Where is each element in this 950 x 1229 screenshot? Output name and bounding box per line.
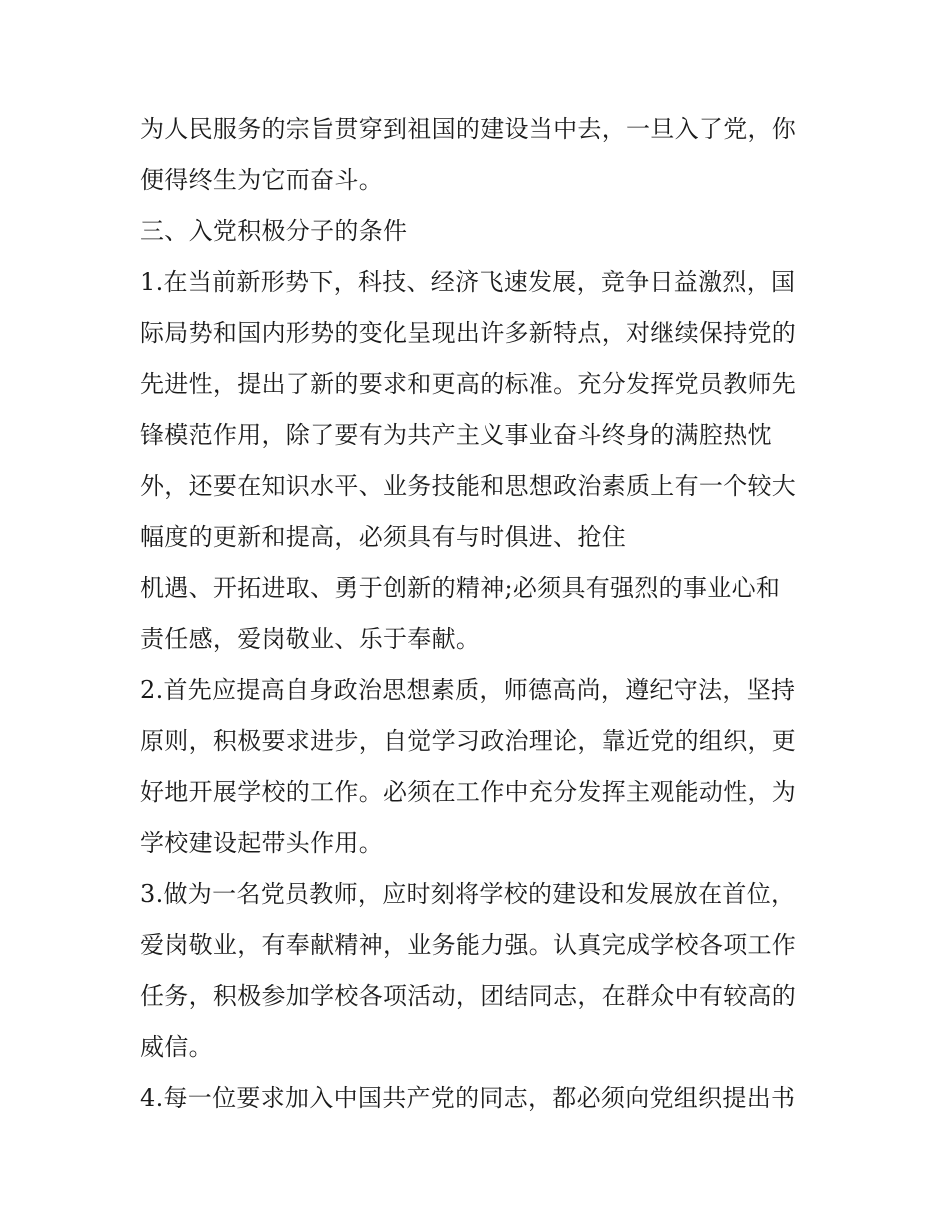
text-line: 4.每一位要求加入中国共产党的同志，都必须向党组织提出书 (140, 1084, 796, 1112)
text-line: 2.首先应提高自身政治思想素质，师德高尚，遵纪守法，坚持 (140, 676, 796, 704)
text-line: 幅度的更新和提高，必须具有与时俱进、抢住 (140, 523, 626, 551)
text-line: 学校建设起带头作用。 (140, 829, 383, 857)
text-line: 爱岗敬业，有奉献精神，业务能力强。认真完成学校各项工作 (140, 931, 797, 959)
text-line: 威信。 (140, 1033, 213, 1061)
document-body (140, 104, 820, 1124)
section-heading: 三、入党积极分子的条件 (140, 217, 408, 245)
text-line: 机遇、开拓进取、勇于创新的精神;必须具有强烈的事业心和 (140, 574, 781, 602)
text-line: 任务，积极参加学校各项活动，团结同志，在群众中有较高的 (140, 982, 797, 1010)
text-line: 际局势和国内形势的变化呈现出许多新特点，对继续保持党的 (140, 319, 797, 347)
text-line: 好地开展学校的工作。必须在工作中充分发挥主观能动性，为 (140, 778, 797, 806)
text-line: 便得终生为它而奋斗。 (140, 166, 383, 194)
text-line: 外，还要在知识水平、业务技能和思想政治素质上有一个较大 (140, 472, 797, 500)
text-line: 3.做为一名党员教师，应时刻将学校的建设和发展放在首位， (140, 880, 796, 908)
text-line: 1.在当前新形势下，科技、经济飞速发展，竞争日益激烈，国 (140, 268, 796, 296)
text-line: 原则，积极要求进步，自觉学习政治理论，靠近党的组织，更 (140, 727, 797, 755)
text-line: 先进性，提出了新的要求和更高的标准。充分发挥党员教师先 (140, 370, 797, 398)
text-line: 为人民服务的宗旨贯穿到祖国的建设当中去，一旦入了党，你 (140, 115, 797, 143)
text-line: 责任感，爱岗敬业、乐于奉献。 (140, 625, 481, 653)
text-line: 锋模范作用，除了要有为共产主义事业奋斗终身的满腔热忱 (140, 421, 772, 449)
